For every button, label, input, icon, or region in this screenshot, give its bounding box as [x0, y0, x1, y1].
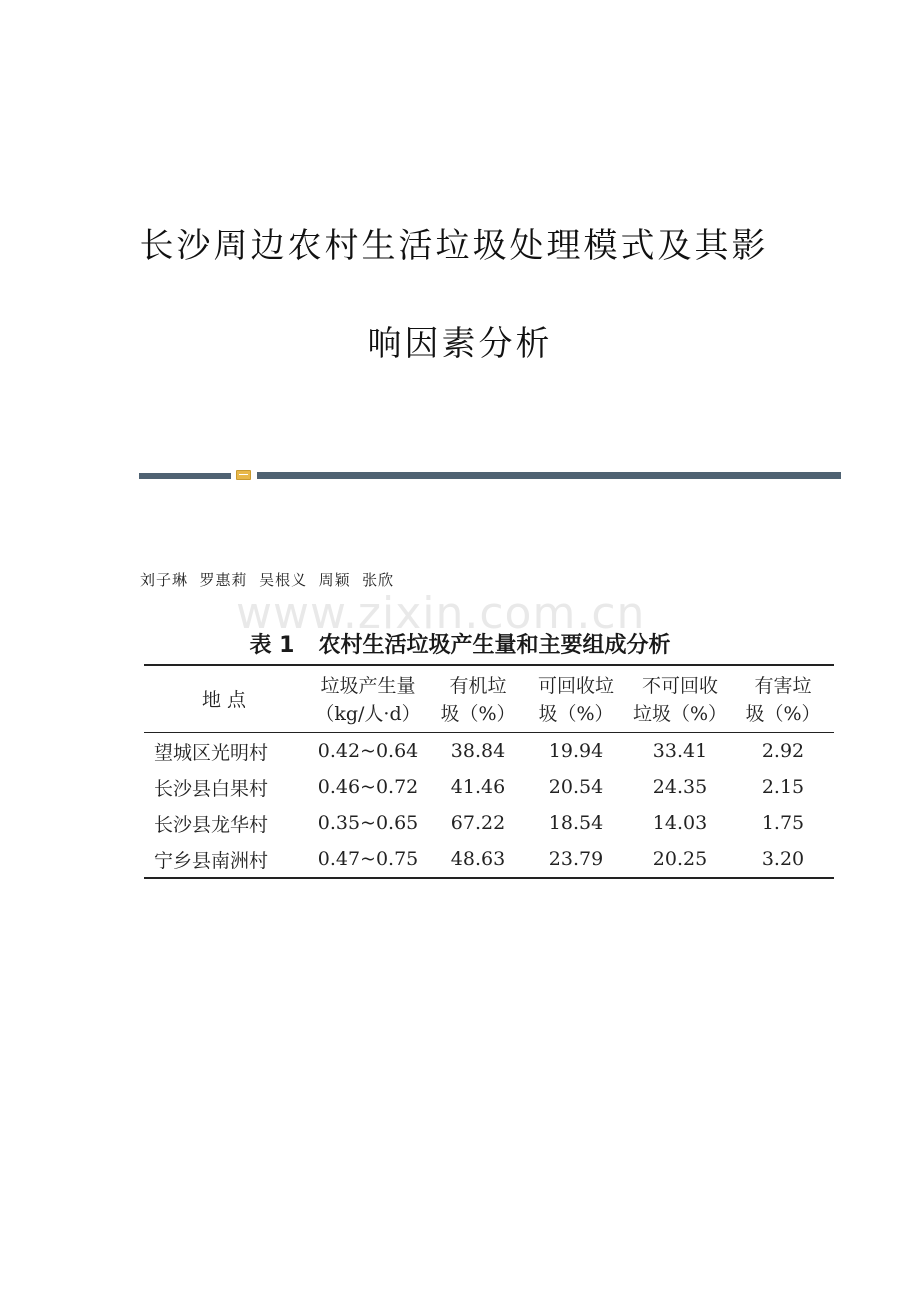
cell-organic: 48.63: [450, 848, 506, 870]
table-caption-number: 表 1: [249, 633, 295, 658]
cell-generation-amount: 0.46~0.72: [317, 776, 419, 798]
cell-recyclable: 18.54: [548, 812, 604, 834]
table-row: [144, 841, 834, 878]
header-hazardous-waste: 有害垃 圾（%）: [745, 675, 821, 725]
cell-hazardous: 2.92: [761, 740, 805, 762]
table-caption: [0, 628, 920, 659]
cell-location: 望城区光明村: [154, 741, 269, 764]
divider-bar-left: [139, 473, 231, 479]
cell-hazardous: 3.20: [761, 848, 805, 870]
title-divider: [139, 470, 841, 480]
envelope-icon: [236, 470, 251, 480]
header-location: 地 点: [201, 689, 247, 711]
cell-generation-amount: 0.42~0.64: [317, 740, 419, 762]
cell-organic: 38.84: [450, 740, 506, 762]
table-row: [144, 805, 834, 841]
document-title-line-1: 长沙周边农村生活垃圾处理模式及其影: [139, 226, 769, 266]
cell-generation-amount: 0.35~0.65: [317, 812, 419, 834]
document-title-line-2: 响因素分析: [367, 324, 553, 364]
table-caption-text: 农村生活垃圾产生量和主要组成分析: [318, 633, 671, 658]
cell-location: 长沙县龙华村: [154, 813, 269, 836]
header-generation-amount: 垃圾产生量 （kg/人·d）: [315, 675, 421, 725]
cell-generation-amount: 0.47~0.75: [317, 848, 419, 870]
waste-composition-table: [144, 664, 834, 879]
cell-non-recyclable: 33.41: [652, 740, 708, 762]
divider-bar-right: [257, 472, 841, 479]
header-recyclable-waste: 可回收垃 圾（%）: [537, 675, 614, 725]
cell-recyclable: 20.54: [548, 776, 604, 798]
cell-recyclable: 23.79: [548, 848, 604, 870]
cell-organic: 67.22: [450, 812, 506, 834]
table-header-row: [144, 665, 834, 733]
cell-location: 宁乡县南洲村: [154, 849, 269, 872]
cell-hazardous: 2.15: [761, 776, 805, 798]
cell-recyclable: 19.94: [548, 740, 604, 762]
author-list: 刘子琳 罗惠莉 吴根义 周颖 张欣: [140, 571, 395, 589]
cell-location: 长沙县白果村: [154, 777, 269, 800]
watermark: www.zixin.com.cn: [236, 588, 646, 639]
header-organic-waste: 有机垃 圾（%）: [440, 675, 516, 725]
table-row: [144, 769, 834, 805]
table-row: [144, 733, 834, 770]
cell-organic: 41.46: [450, 776, 506, 798]
cell-hazardous: 1.75: [761, 812, 805, 834]
cell-non-recyclable: 20.25: [652, 848, 708, 870]
header-non-recyclable-waste: 不可回收 垃圾（%）: [632, 675, 728, 725]
cell-non-recyclable: 14.03: [652, 812, 708, 834]
cell-non-recyclable: 24.35: [652, 776, 708, 798]
